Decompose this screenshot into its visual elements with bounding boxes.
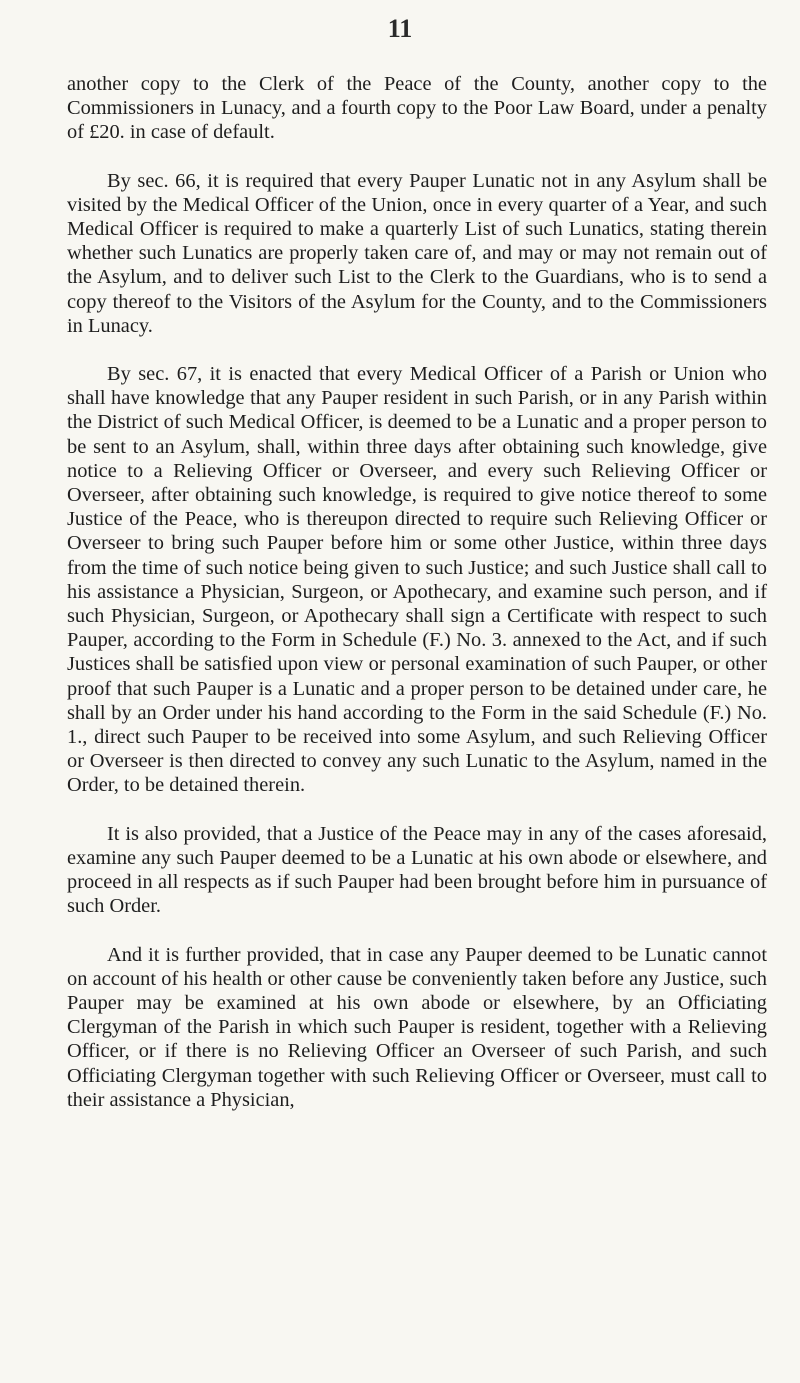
body-text: [67, 72, 767, 1136]
paragraph-justice-provision: It is also provided, that a Justice of the Peace may in any of the cases aforesaid, examine any such Pauper deemed to be a Lunatic at his own abode or elsewhere, and proceed in all respects as if such Pauper had been brought before him in pursuance of such Order.: [67, 822, 767, 918]
paragraph-clergyman-provision: And it is further provided, that in case any Pauper deemed to be Lunatic cannot on account of his health or other cause be conveniently taken before any Justice, such Pauper may be examined at his own abode or elsewhere, by an Officiating Clergyman of the Parish in which such Pauper is resident, together with a Relieving Officer, or if there is no Relieving Officer an Overseer of such Parish, and such Officiating Clergyman together with such Relieving Officer or Overseer, must call to their assistance a Physician,: [67, 943, 767, 1111]
paragraph-sec-66: By sec. 66, it is required that every Pauper Lunatic not in any Asylum shall be visited by the Medical Officer of the Union, once in every quarter of a Year, and such Medical Officer is required to make a quarterly List of such Lunatics, stating therein whether such Lunatics are properly taken care of, and may or may not remain out of the Asylum, and to deliver such List to the Clerk to the Guardians, who is to send a copy thereof to the Visitors of the Asylum for the County, and to the Commissioners in Lunacy.: [67, 169, 767, 337]
paragraph-continuation: another copy to the Clerk of the Peace of the County, another copy to the Commissioners in Lunacy, and a fourth copy to the Poor Law Board, under a penalty of £20. in case of default.: [67, 73, 767, 144]
page-number: 11: [387, 14, 413, 43]
paragraph-sec-67: By sec. 67, it is enacted that every Medical Officer of a Parish or Union who shall have knowledge that any Pauper resident in such Parish, or in any Parish within the District of such Medical Officer, is deemed to be a Lunatic and a proper person to be sent to an Asylum, shall, within three days after obtaining such knowledge, give notice to a Relieving Officer or Overseer, and every such Relieving Officer or Overseer, after obtaining such knowledge, is required to give notice thereof to some Justice of the Peace, who is thereupon directed to require such Relieving Officer or Overseer to bring such Pauper before him or some other Justice, within three days from the time of such notice being given to such Justice; and such Justice shall call to his assistance a Physician, Surgeon, or Apothecary, and examine such person, and if such Physician, Surgeon, or Apothecary shall sign a Certificate with respect to such Pauper, according to the Form in Schedule (F.) No. 3. annexed to the Act, and if such Justices shall be satisfied upon view or personal examination of such Pauper, or other proof that such Pauper is a Lunatic and a proper person to be detained under care, he shall by an Order under his hand according to the Form in the said Schedule (F.) No. 1., direct such Pauper to be received into some Asylum, and such Relieving Officer or Overseer is then directed to convey any such Lunatic to the Asylum, named in the Order, to be detained therein.: [67, 363, 767, 797]
